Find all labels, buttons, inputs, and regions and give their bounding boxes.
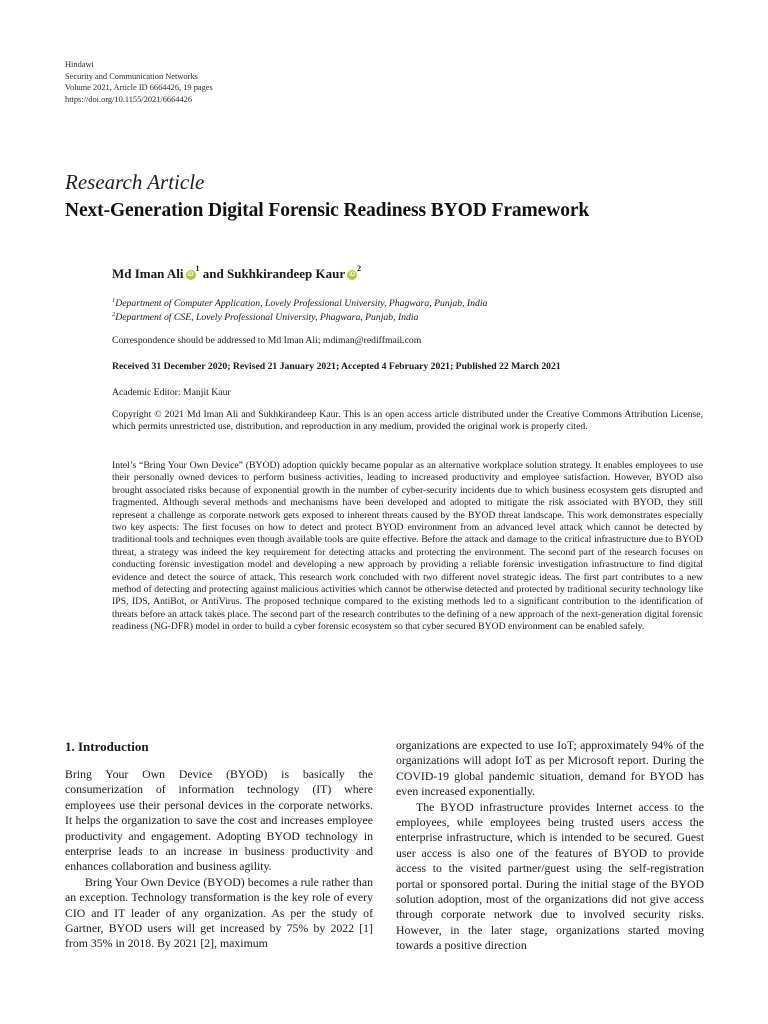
body-column-left [65,767,373,952]
body-paragraph: organizations are expected to use IoT; approximately 94% of the organizations will adopt IoT as per Microsoft report. During the COVID-19 global pandemic situation, demand for BYOD has even increased exponentially. [396,738,704,799]
author-list [112,266,361,282]
academic-editor: Academic Editor: Manjit Kaur [112,387,231,398]
affiliation-mark: 2 [112,311,116,318]
author-name: Md Iman Ali [112,266,184,281]
affiliation-text: Department of Computer Application, Lovely Professional University, Phagwara, Punjab, India [115,298,488,310]
affiliation-mark: 1 [112,297,116,304]
publication-dates: Received 31 December 2020; Revised 21 January 2021; Accepted 4 February 2021; Published 22 March 2021 [112,361,561,372]
affiliation-1 [112,297,487,309]
author-affiliation-mark: 1 [195,264,200,273]
orcid-icon[interactable]: iD [349,272,356,279]
body-column-right [396,738,704,954]
orcid-icon[interactable]: iD [187,272,194,279]
volume-info: Volume 2021, Article ID 6664426, 19 pages [65,83,213,93]
affiliation-2 [112,311,418,323]
correspondence-line: Correspondence should be addressed to Md Iman Ali; mdiman@rediffmail.com [112,335,422,346]
copyright-notice: Copyright © 2021 Md Iman Ali and Sukhkirandeep Kaur. This is an open access article distributed under the Creative Commons Attribution License, which permits unrestricted use, distribution, and reproduction in any medium, provided the original work is properly cited. [112,409,703,433]
author-affiliation-mark: 2 [357,264,362,273]
section-heading: 1. Introduction [65,739,149,754]
body-paragraph: Bring Your Own Device (BYOD) becomes a rule rather than an exception. Technology transformation is the key role of every CIO and IT leader of any organization. As per the study of Gartner, BYOD users will get increased by 75% by 2022 [1] from 35% in 2018. By 2021 [2], maximum [65,874,373,951]
journal-masthead [65,59,365,105]
affiliation-text: Department of CSE, Lovely Professional University, Phagwara, Punjab, India [115,312,419,324]
publisher-name: Hindawi [65,60,94,69]
journal-name: Security and Communication Networks [65,71,198,81]
abstract: Intel’s “Bring Your Own Device” (BYOD) adoption quickly became popular as an alternative workplace solution strategy. It enables employees to use their personally owned devices to perform business activities, leading to increased productivity and employee satisfaction. However, BYOD also brought associated risks because of exponential growth in the number of cyber-security incidents due to which business ecosystem gets disrupted and fragmented. Although several methods and mechanisms have been developed and adopted to mitigate the risk associated with BYOD, they still represent a challenge as corporate network gets exposed to inherent threats caused by the BYOD threat landscape. This work demonstrates especially two key aspects: The first focuses on how to detect and protect BYOD environment from an advanced level attack which cannot be detected by traditional tools and techniques even though available tools are quite effective. Before the attack and damage to the critical infrastructure due to BYOD threat, a strategy was indeed the key requirement for detecting attacks and protecting the environment. The second part of the research focuses on conducting forensic investigation model and developing a new approach by providing a reliable forensic investigation infrastructure to find digital evidence and detect the source of attack. This research work concluded with two different novel strategic ideas. The first part contributes to a new method of detecting and protecting against malicious activities which cannot be otherwise detected and protected by traditional security technology like IPS, IDS, AntiBot, or AntiVirus. The proposed technique compared to the existing methods led to a significant contribution to the identification of threats before an attack takes place. The second part of the research contributes to the defining of a new approach of the next-generation digital forensic readiness (NG-DFR) model in order to build a cyber forensic ecosystem so that cyber secured BYOD environment can be enabled safely. [112,460,703,633]
article-type: Research Article [65,170,205,194]
author-name: Sukhkirandeep Kaur [226,266,346,281]
author-connector: and [199,266,227,281]
body-paragraph: Bring Your Own Device (BYOD) is basically the consumerization of information technology (IT) where employees use their personal devices in the corporate networks. It helps the organization to save the cost and increases employee productivity and engagement. Adopting BYOD technology in enterprise leads to an increase in business productivity and enhances collaboration and business agility. [65,767,373,874]
doi-link[interactable]: https://doi.org/10.1155/2021/6664426 [65,94,193,104]
body-paragraph: The BYOD infrastructure provides Internet access to the employees, while employees being trusted users access the enterprise infrastructure, which is intended to be secured. Guest user access is also one of the features of BYOD to provide access to the visited partner/guest using the self-registration portal or sponsored portal. During the initial stage of the BYOD solution adoption, most of the organizations did not give access through corporate network due to involved security risks. However, in the later stage, organizations started moving towards a positive direction [396,799,704,953]
paper-title: Next-Generation Digital Forensic Readiness BYOD Framework [65,200,590,221]
